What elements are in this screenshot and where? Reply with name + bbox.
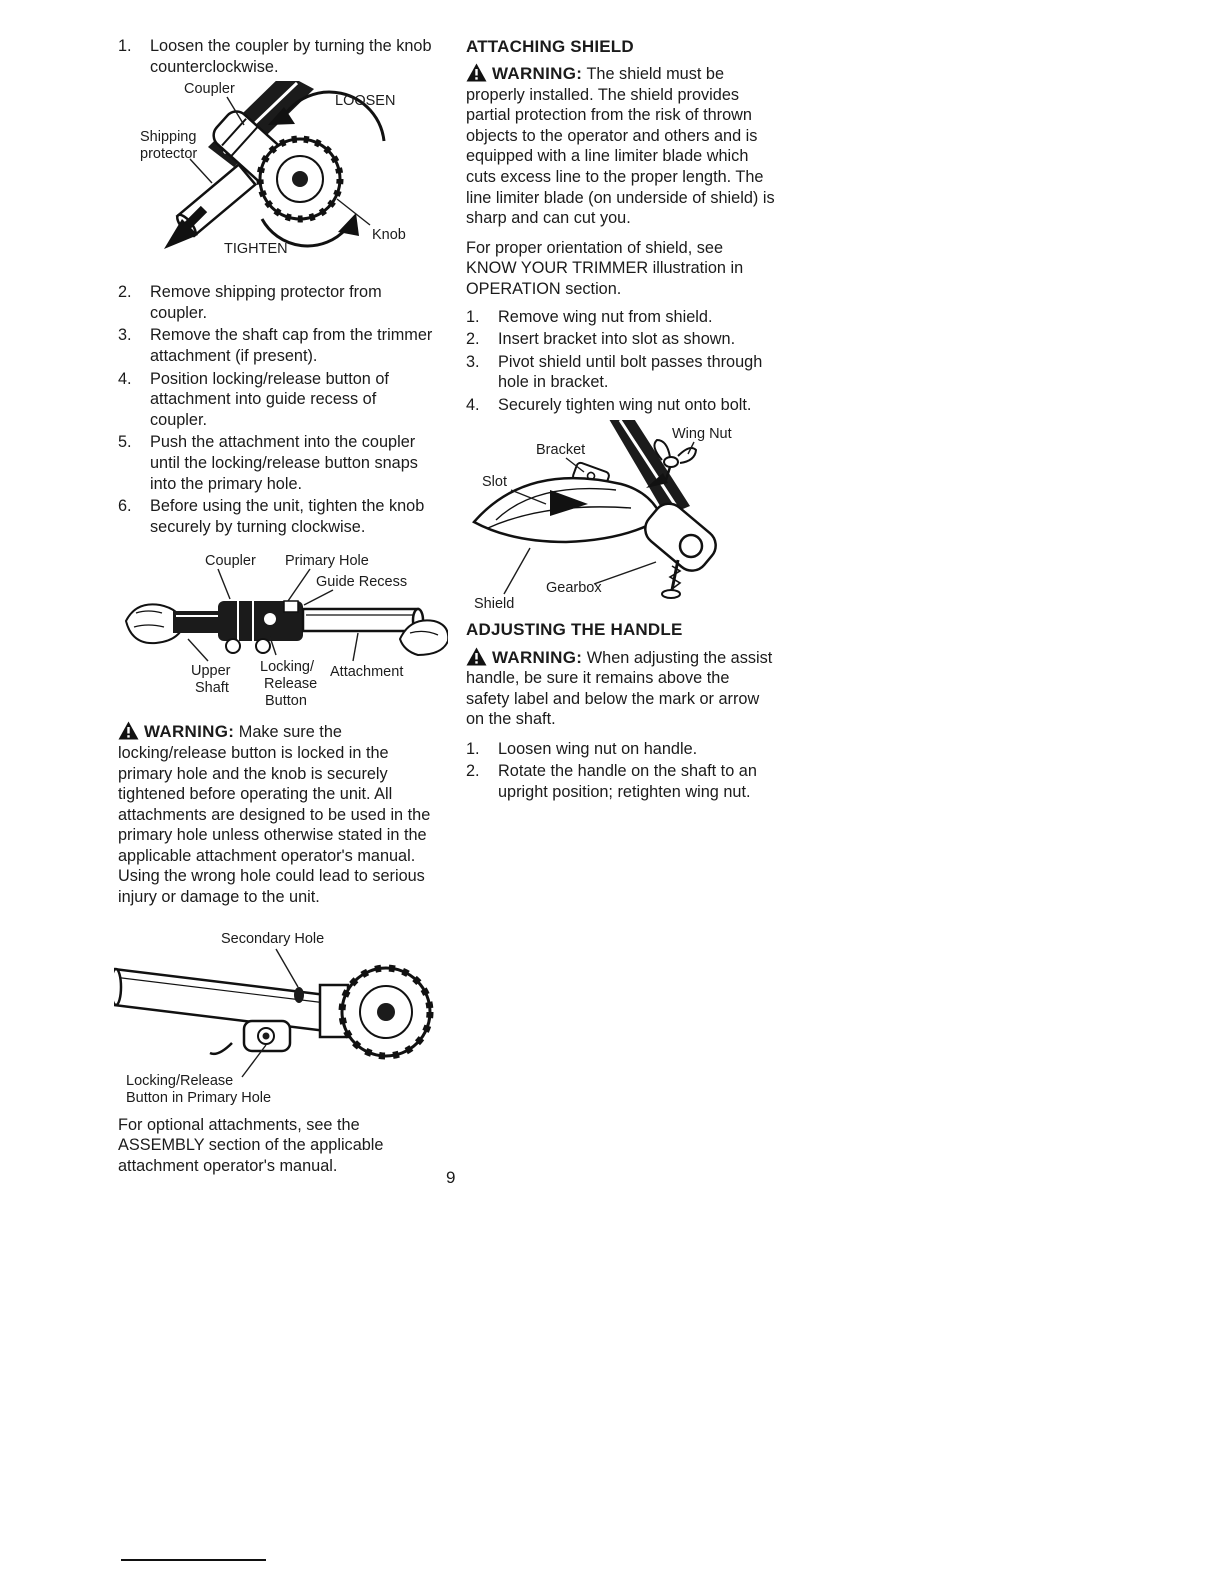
step-number: 2.: [118, 283, 132, 302]
fig2-attachment-label: Attachment: [330, 664, 404, 681]
fig3-secondary-hole-label: Secondary Hole: [221, 930, 325, 947]
warning-label: WARNING:: [144, 722, 235, 742]
warning-text: Make sure the locking/release button is locked in the primary hole and the knob is securely tightened before operating the unit. All attachments are designed to be used in the primary hole unless otherwise stated in the applicable attachment operator's manual. Using the wrong hole could lead to serious injury or damage to the unit.: [118, 723, 431, 907]
fig2-primary-hole-label: Primary Hole: [285, 553, 369, 570]
fig3-locking-label-2: Button in Primary Hole: [126, 1089, 272, 1106]
instruction-step: [466, 352, 776, 393]
fig4-gearbox-label: Gearbox: [546, 579, 602, 596]
step-number: 1.: [466, 307, 480, 326]
fig4-shield-label: Shield: [474, 595, 515, 612]
step-number: 5.: [118, 433, 132, 452]
coupler-body-drawing: [218, 601, 303, 653]
fig4-bracket-label: Bracket: [536, 441, 586, 458]
secondary-hole-drawing: [294, 987, 304, 1003]
section-heading-adjusting-handle: ADJUSTING THE HANDLE: [466, 619, 683, 639]
instruction-step: [466, 329, 776, 350]
right-column: [466, 36, 776, 805]
knob-drawing: [342, 968, 430, 1056]
fig2-coupler-label: Coupler: [205, 553, 256, 570]
step-number: 4.: [466, 395, 480, 414]
section-heading-attaching-shield: ATTACHING SHIELD: [466, 37, 634, 56]
fig1-loosen-label: LOOSEN: [335, 93, 396, 110]
warning-icon: [466, 647, 487, 666]
fig4-wing-nut-label: Wing Nut: [672, 425, 732, 442]
fig1-knob-label: Knob: [372, 227, 406, 244]
figure-coupler-loosen: [132, 81, 434, 274]
step-number: 6.: [118, 497, 132, 516]
step-text: Loosen the coupler by turning the knob counterclockwise.: [150, 37, 432, 76]
left-column: [118, 36, 434, 1176]
step-text: Remove the shaft cap from the trimmer attachment (if present).: [150, 326, 433, 365]
fig1-tighten-label: TIGHTEN: [224, 241, 288, 258]
instruction-step: [466, 739, 776, 760]
fig1-coupler-label: Coupler: [184, 81, 235, 98]
step-number: 1.: [118, 37, 132, 55]
warning-paragraph-handle: [466, 647, 776, 730]
instruction-step: [118, 325, 434, 366]
step-number: 4.: [118, 369, 132, 388]
step-number: 3.: [466, 352, 480, 371]
fig2-locking-label-3: Button: [265, 693, 307, 710]
instruction-step: [118, 432, 434, 494]
step-text: Rotate the handle on the shaft to an upright position; retighten wing nut.: [498, 762, 757, 802]
instruction-step: [466, 395, 776, 416]
step-text: Securely tighten wing nut onto bolt.: [498, 395, 752, 414]
step-text: Loosen wing nut on handle.: [498, 739, 698, 758]
coupler-loosen-illustration: [132, 81, 432, 274]
fig2-upper-shaft-label-2: Shaft: [195, 680, 229, 697]
step-number: 2.: [466, 762, 480, 781]
clamp-drawing: [210, 1021, 290, 1054]
shield-orientation-note: For proper orientation of shield, see KNOW YOUR TRIMMER illustration in OPERATION section.: [466, 238, 744, 298]
step-text: Pivot shield until bolt passes through hole in bracket.: [498, 352, 763, 392]
warning-text: When adjusting the assist handle, be sure it remains above the safety label and below the mark or arrow on the shaft.: [466, 648, 773, 729]
fig4-slot-label: Slot: [482, 473, 507, 490]
page-number: 9: [446, 1168, 456, 1187]
warning-paragraph-coupler: [118, 721, 434, 907]
fig2-guide-recess-label: Guide Recess: [316, 574, 408, 591]
instruction-step: [118, 36, 434, 77]
instruction-step: [118, 369, 434, 431]
warning-paragraph-shield: [466, 63, 776, 229]
step-text: Before using the unit, tighten the knob securely by turning clockwise.: [150, 497, 425, 536]
fig1-shipping-label-2: protector: [140, 146, 198, 163]
knob-drawing: [260, 139, 340, 219]
fig2-locking-label-1: Locking/: [260, 659, 315, 676]
shield-gearbox-illustration: [466, 420, 771, 613]
step-number: 1.: [466, 739, 480, 758]
primary-hole-illustration: [114, 917, 449, 1109]
step-text: Position locking/release button of attachment into guide recess of coupler.: [150, 369, 389, 429]
step-number: 2.: [466, 330, 480, 349]
coupler-attachment-illustration: [118, 543, 448, 711]
fig3-locking-label-1: Locking/Release: [126, 1072, 234, 1089]
attachment-shaft-drawing: [303, 609, 423, 631]
figure-coupler-attachment: [118, 543, 434, 711]
fig1-shipping-label-1: Shipping: [140, 129, 197, 146]
step-text: Remove wing nut from shield.: [498, 307, 713, 326]
step-text: Remove shipping protector from coupler.: [150, 283, 382, 322]
optional-attachments-note: For optional attachments, see the ASSEMBLY section of the applicable attachment operator's manual.: [118, 1115, 384, 1175]
step-text: Insert bracket into slot as shown.: [498, 330, 736, 349]
instruction-step: [118, 496, 434, 537]
warning-icon: [466, 63, 487, 82]
warning-label: WARNING:: [492, 647, 583, 667]
instruction-step: [118, 282, 434, 323]
instruction-step: [466, 761, 776, 802]
warning-text: The shield must be properly installed. The shield provides partial protection from the risk of thrown objects to the operator and others and is equipped with a line limiter blade which cuts excess line to the proper length. The line limiter blade (on underside of shield) is sharp and can cut you.: [466, 65, 775, 228]
fig2-locking-label-2: Release: [264, 676, 318, 693]
instruction-step: [466, 307, 776, 328]
shaft-drawing: [114, 969, 326, 1031]
figure-shield-gearbox: [466, 420, 776, 613]
warning-icon: [118, 721, 139, 740]
footer-rule: [121, 1559, 266, 1561]
step-text: Push the attachment into the coupler until the locking/release button snaps into the primary hole.: [150, 433, 418, 493]
warning-label: WARNING:: [492, 64, 583, 83]
fig2-upper-shaft-label-1: Upper: [191, 663, 231, 680]
figure-primary-hole: [114, 917, 434, 1109]
step-number: 3.: [118, 326, 132, 345]
